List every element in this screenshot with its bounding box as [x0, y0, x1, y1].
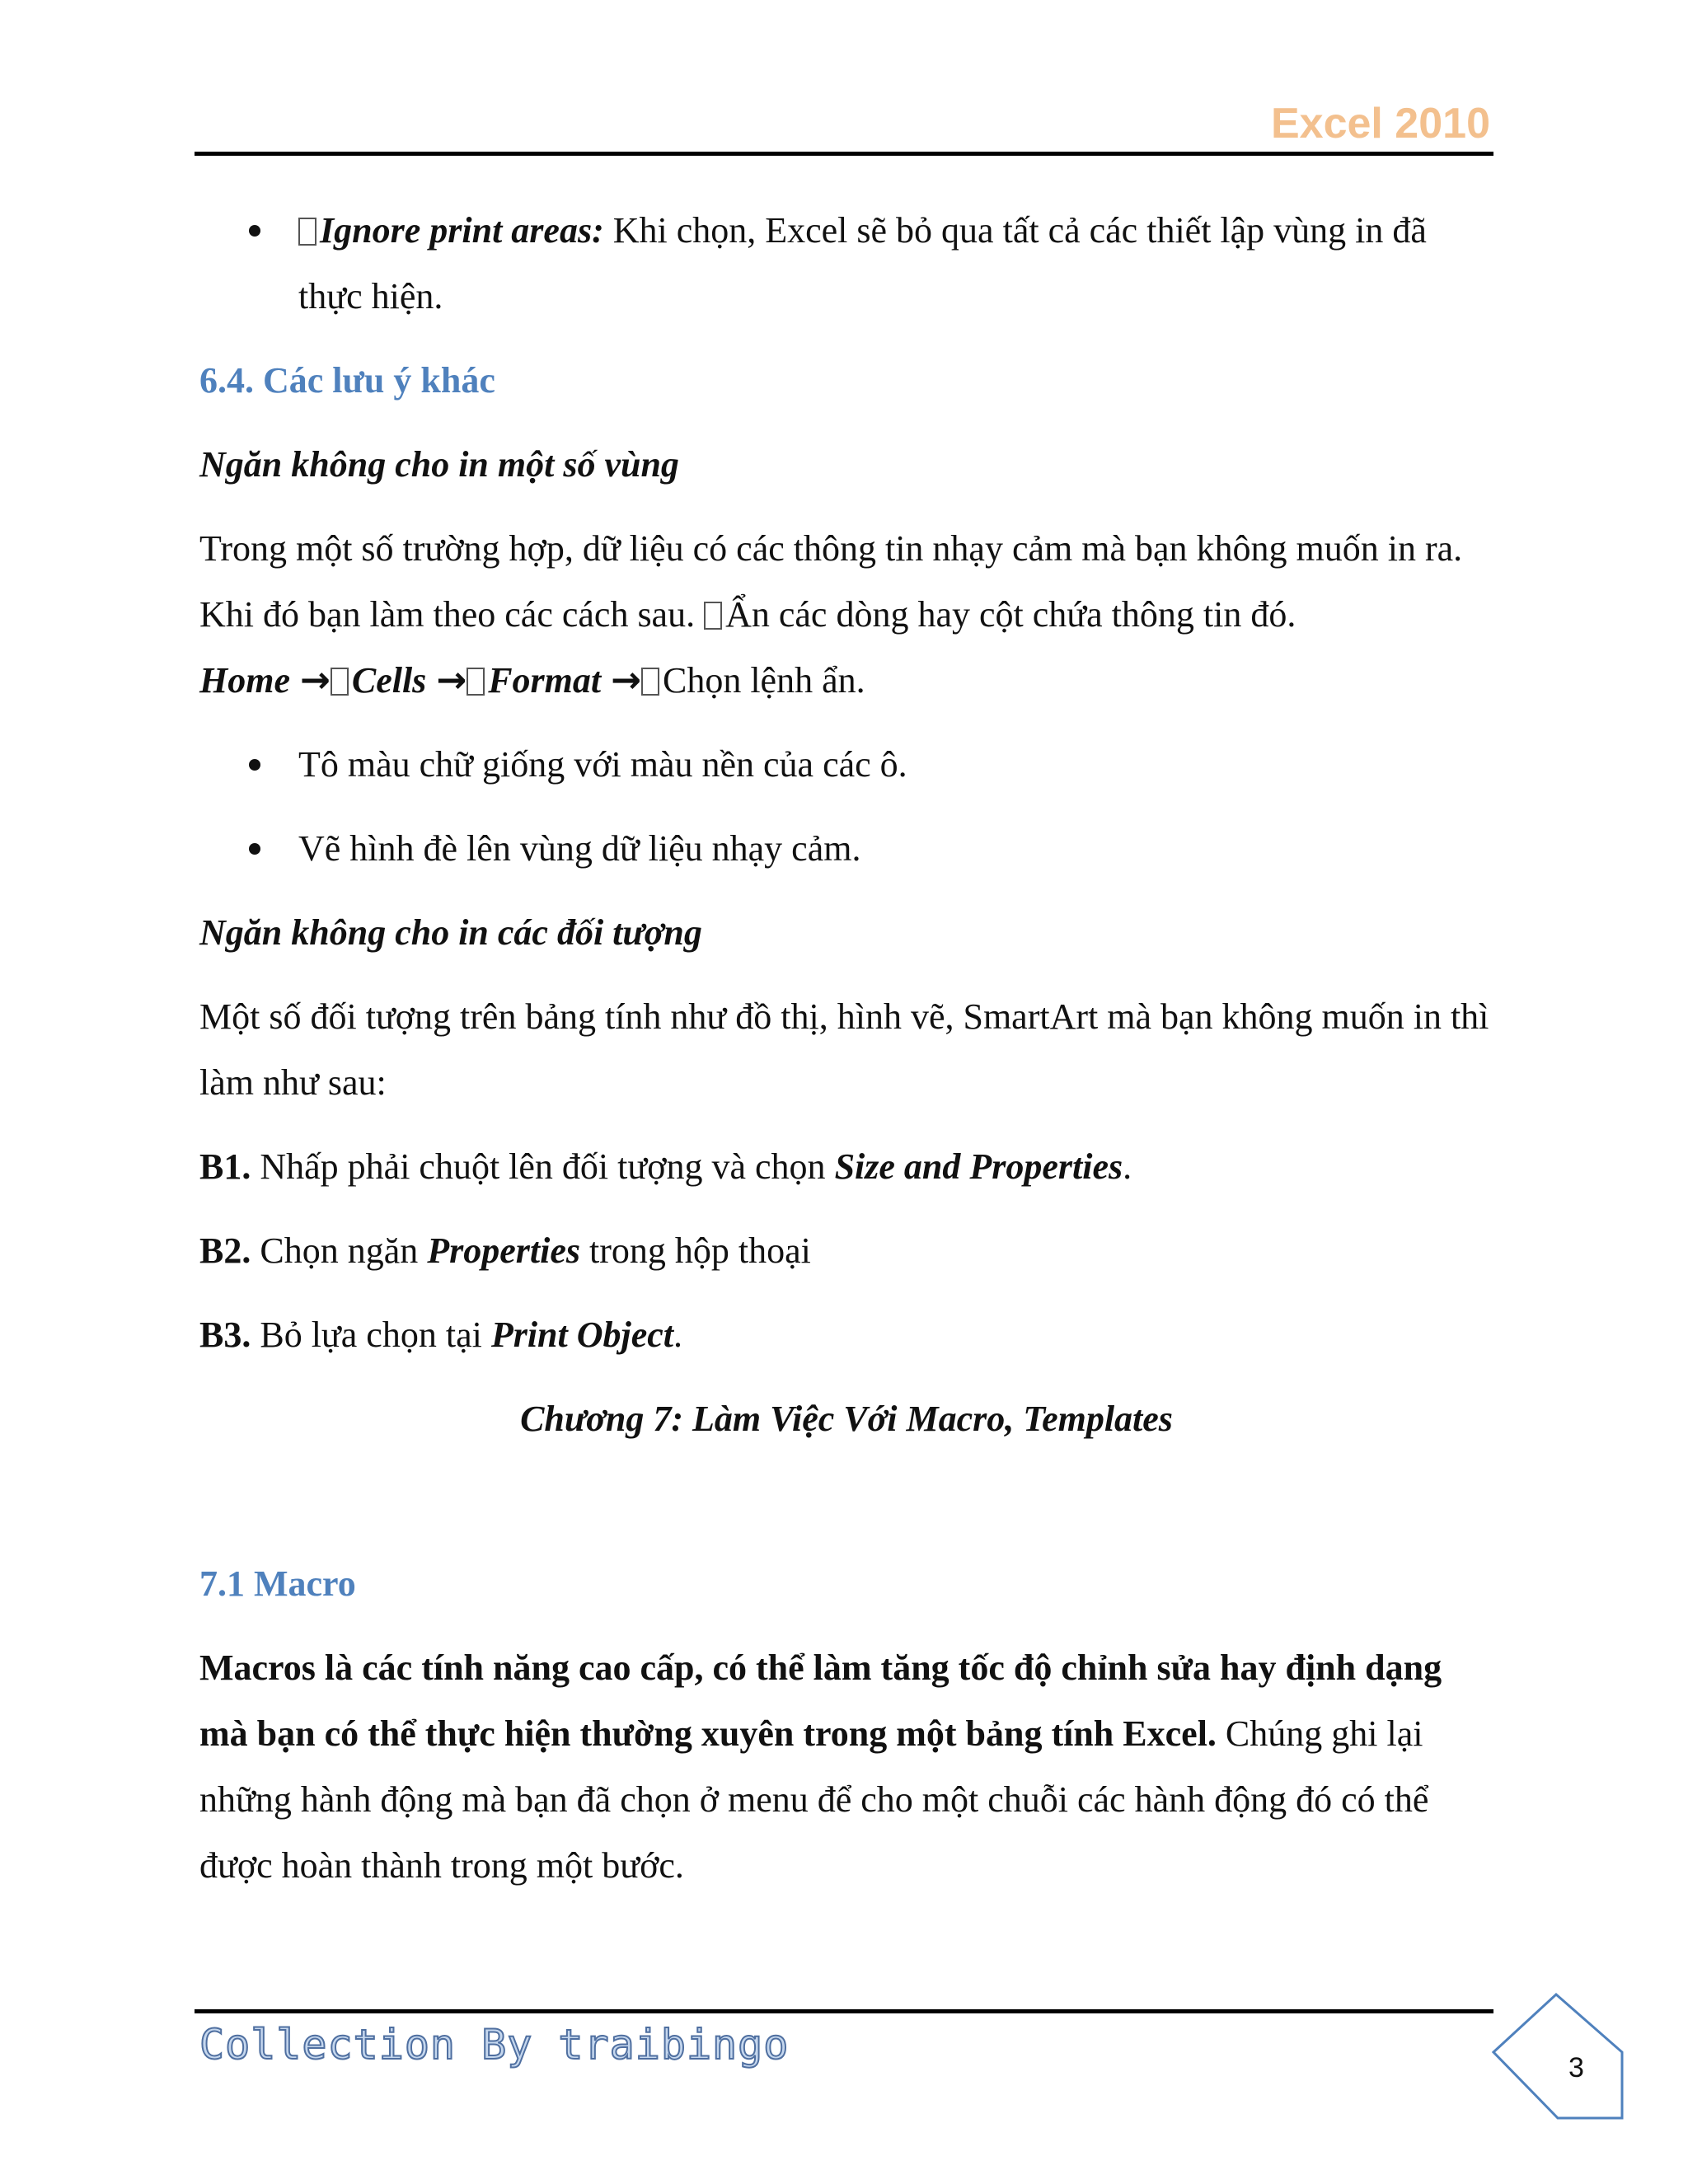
path-action: Chọn lệnh ẩn.: [662, 660, 865, 701]
path-format: Format: [488, 660, 602, 701]
paragraph-rest: Chúng ghi lại những hành động mà bạn đã chọn ở menu để cho một chuỗi các hành động đó có thể được hoàn thành trong một bước.: [199, 1713, 1429, 1886]
chapter-title: Chương 7: Làm Việc Với Macro, Templates: [520, 1399, 1173, 1439]
step-label: B2.: [199, 1230, 251, 1271]
step-b3: [199, 1302, 1493, 1368]
step-b2: [199, 1218, 1493, 1284]
footer-divider: [195, 2009, 1493, 2013]
list-item-text: Vẽ hình đè lên vùng dữ liệu nhạy cảm.: [298, 828, 861, 869]
path-home: Home: [199, 660, 290, 701]
missing-glyph-icon: [641, 668, 659, 696]
section-heading-7-1: 7.1 Macro: [199, 1563, 356, 1604]
footer-credit: Collection By traibingo: [199, 2021, 790, 2069]
paragraph-objects: Một số đối tượng trên bảng tính như đồ thị, hình vẽ, SmartArt mà bạn không muốn in thì làm như sau:: [199, 996, 1489, 1103]
list-item: [199, 732, 1493, 798]
subheading-prevent-print-areas: Ngăn không cho in một số vùng: [199, 444, 679, 485]
header-divider: [195, 152, 1493, 156]
arrow-right-icon: →: [299, 659, 331, 701]
paragraph-tail: Ẩn các dòng hay cột chứa thông tin đó.: [725, 594, 1296, 635]
arrow-right-icon: →: [436, 659, 467, 701]
step-text: Nhấp phải chuột lên đối tượng và chọn: [251, 1146, 835, 1187]
step-end: .: [1123, 1146, 1132, 1187]
step-text: Bỏ lựa chọn tại: [251, 1315, 491, 1355]
page-number: 3: [1568, 2052, 1584, 2083]
step-end: .: [673, 1315, 683, 1355]
bullet-icon: [249, 759, 260, 771]
path-cells: Cells: [351, 660, 427, 701]
list-item: [199, 816, 1493, 882]
missing-glyph-icon: [467, 668, 485, 696]
page-number-marker-icon: [1484, 1986, 1632, 2135]
paragraph-text: Trong một số trường hợp, dữ liệu có các thông tin nhạy cảm mà bạn không muốn in ra. Khi đó bạn làm theo các cách sau.: [199, 528, 1463, 635]
header-title: Excel 2010: [1270, 100, 1490, 148]
bullet-text: Khi chọn, Excel sẽ bỏ qua tất cả các thiết lập vùng in đã thực hiện.: [298, 210, 1427, 316]
arrow-right-icon: →: [611, 659, 641, 701]
paragraph-sensitive-data: [199, 516, 1493, 714]
subheading-prevent-print-objects: Ngăn không cho in các đối tượng: [199, 912, 702, 953]
paragraph-bold: Macros là các tính năng cao cấp, có thể làm tăng tốc độ chỉnh sửa hay định dạng mà bạn có thể thực hiện thường xuyên trong một bảng tính Excel.: [199, 1647, 1442, 1754]
step-b1: [199, 1134, 1493, 1200]
missing-glyph-icon: [704, 602, 722, 630]
term-ignore-print-areas: Ignore print areas:: [320, 210, 604, 251]
step-emphasis: Properties: [427, 1230, 581, 1271]
bullet-ignore-print-areas: [199, 198, 1493, 330]
paragraph-macros: [199, 1635, 1493, 1899]
bullet-icon: [249, 225, 260, 237]
step-label: B1.: [199, 1146, 251, 1187]
page-content: [199, 198, 1493, 1917]
list-item-text: Tô màu chữ giống với màu nền của các ô.: [298, 744, 907, 785]
missing-glyph-icon: [331, 668, 349, 696]
step-emphasis: Size and Properties: [834, 1146, 1123, 1187]
missing-glyph-icon: [298, 218, 316, 246]
bullet-icon: [249, 843, 260, 855]
step-label: B3.: [199, 1315, 251, 1355]
section-heading-6-4: 6.4. Các lưu ý khác: [199, 360, 495, 401]
step-emphasis: Print Object: [490, 1315, 674, 1355]
step-end: trong hộp thoại: [580, 1230, 811, 1271]
step-text: Chọn ngăn: [251, 1230, 428, 1271]
